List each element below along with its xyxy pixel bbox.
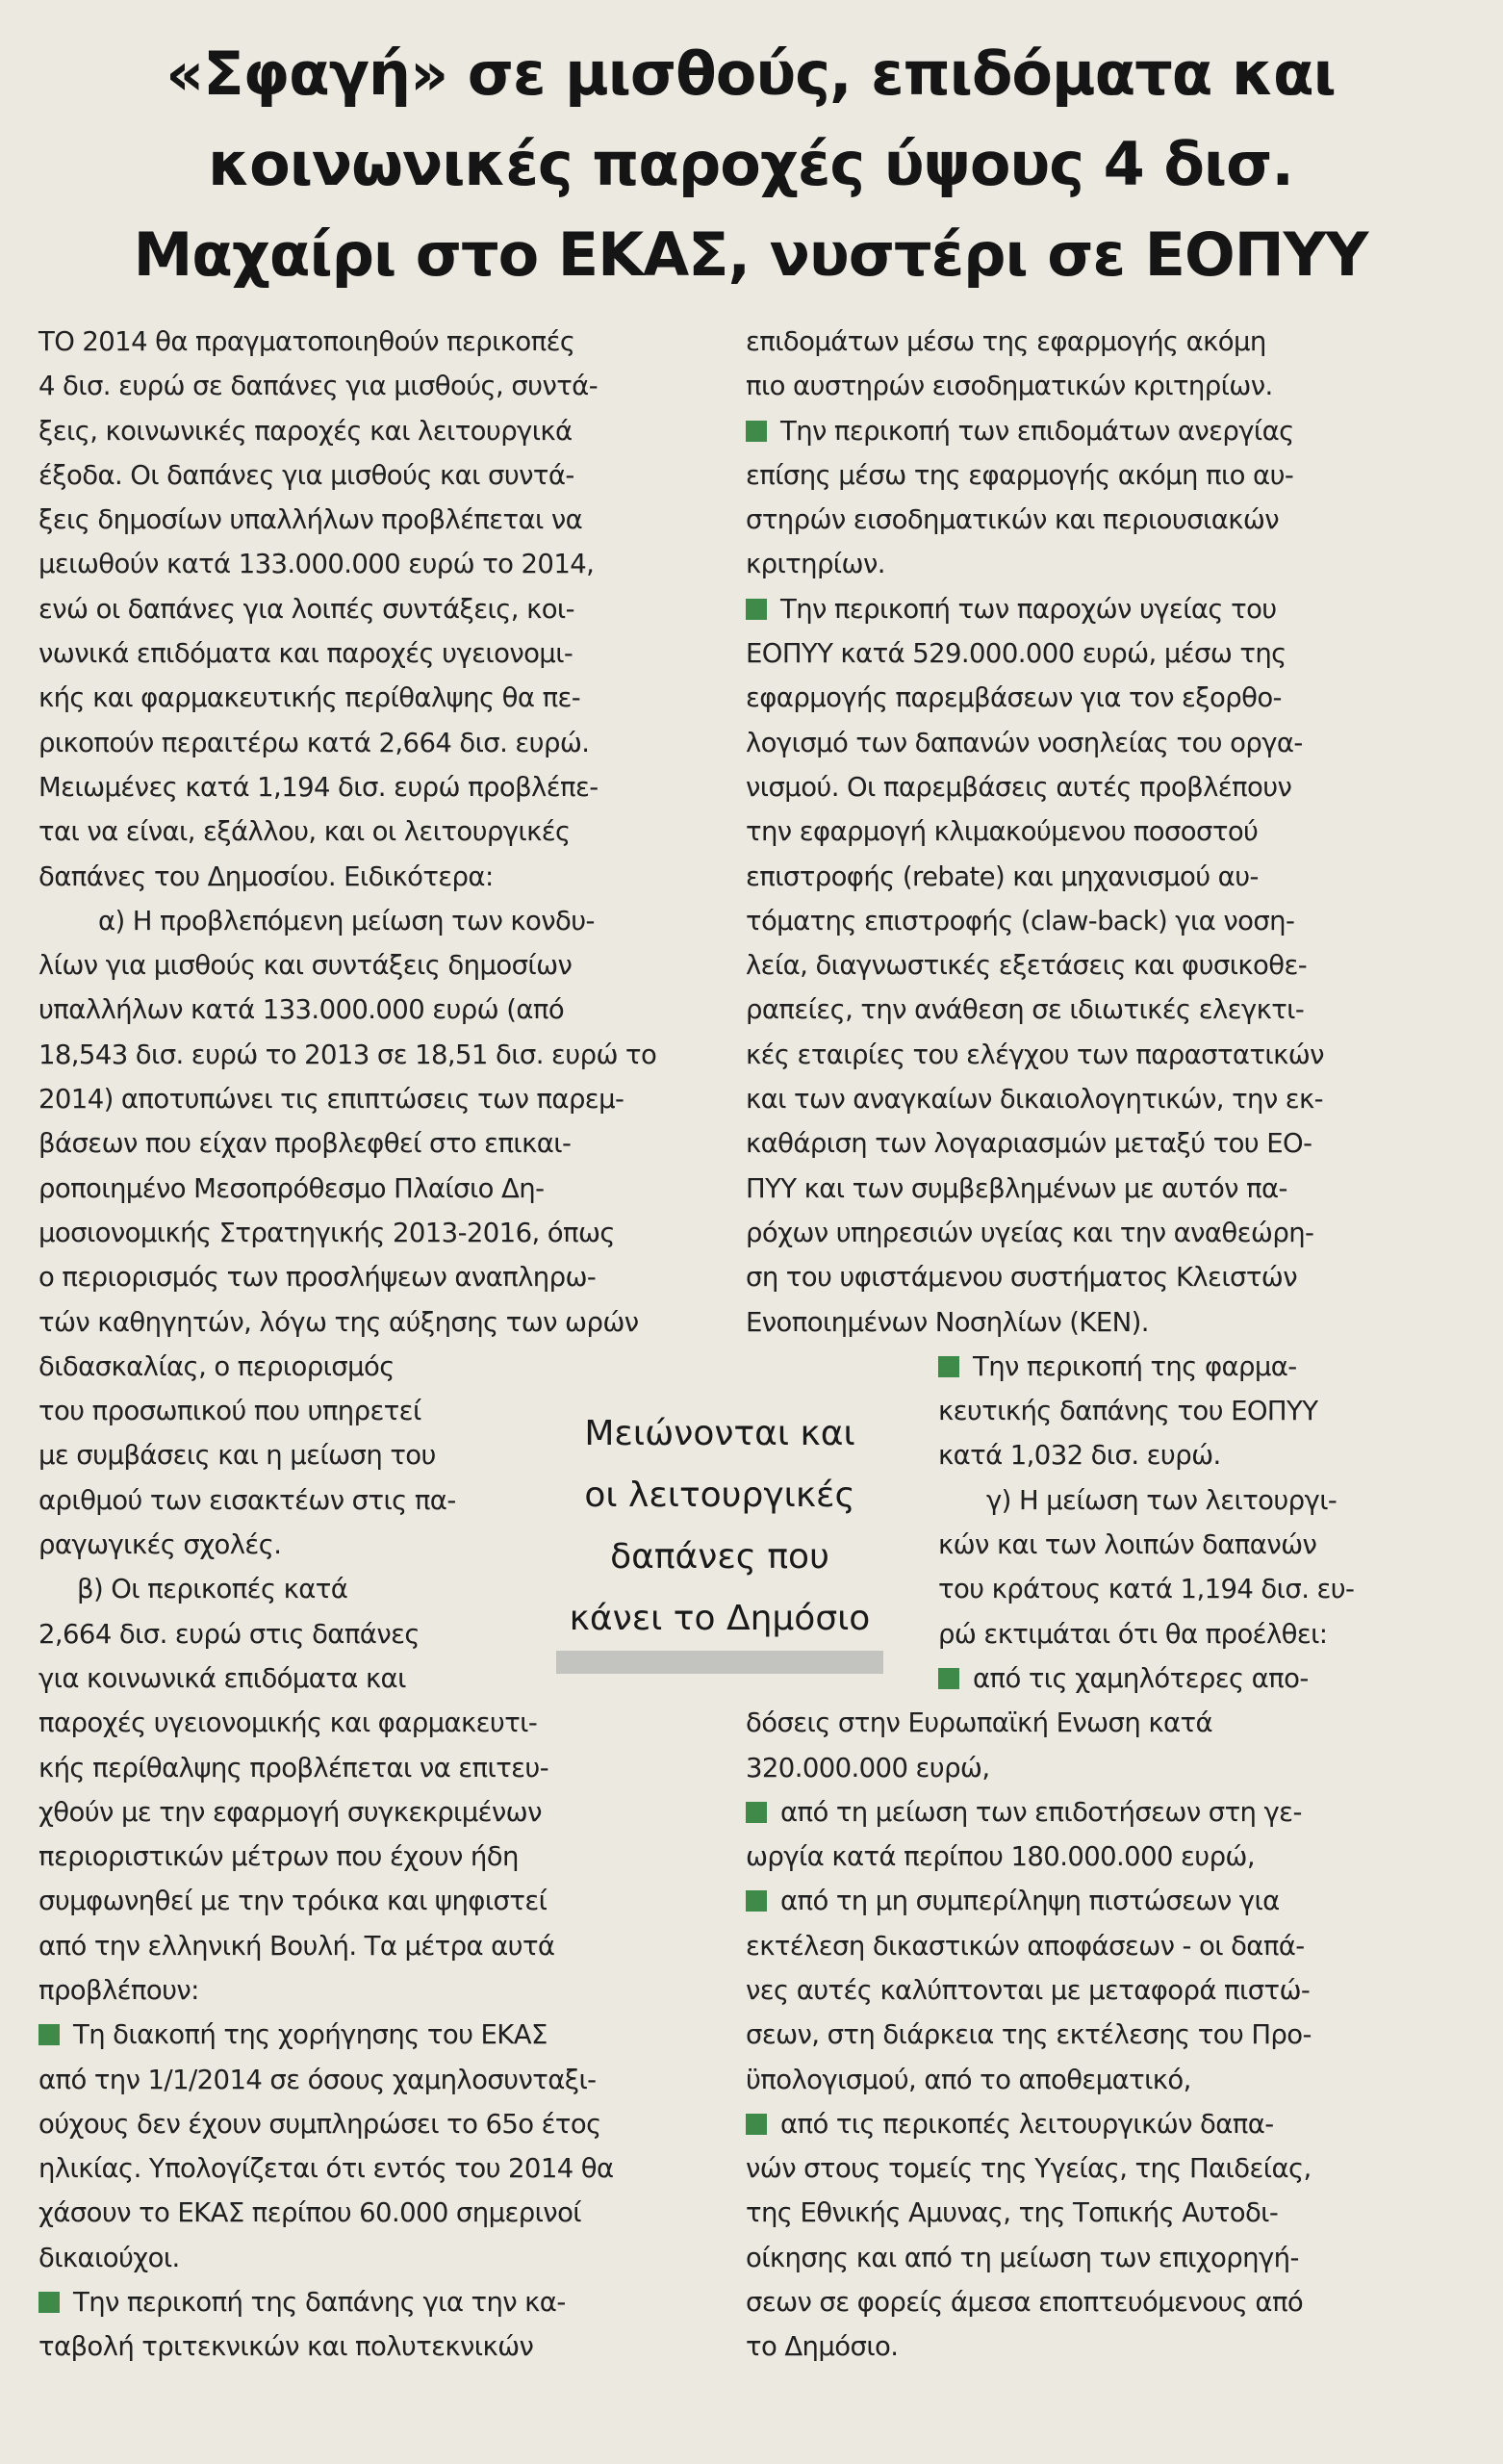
text-line: σεων, στη διάρκεια της εκτέλεσης του Προ-: [746, 2019, 1312, 2051]
text-line: εφαρμογής παρεμβάσεων για τον εξορθο-: [746, 682, 1282, 714]
bullet-item: Την περικοπή των παροχών υγείας του: [746, 587, 1419, 631]
text-line: με συμβάσεις και η μείωση του: [38, 1440, 436, 1472]
text-line: νών στους τομείς της Υγείας, της Παιδείας,: [746, 2153, 1312, 2185]
text-line: ξεις δημοσίων υπαλλήλων προβλέπεται να: [38, 504, 583, 536]
square-bullet-icon: [38, 2024, 60, 2045]
text-line: 2,664 δισ. ευρώ στις δαπάνες: [38, 1618, 420, 1650]
text-line: οίκησης και από τη μείωση των επιχορηγή-: [746, 2242, 1299, 2273]
square-bullet-icon: [746, 1802, 767, 1823]
text-line: της Εθνικής Αμυνας, της Τοπικής Αυτοδι-: [746, 2197, 1279, 2229]
text-line: 2014) αποτυπώνει τις επιπτώσεις των παρεμ-: [38, 1084, 624, 1116]
article-column-right: [746, 320, 1419, 2370]
text-line: κής περίθαλψης προβλέπεται να επιτευ-: [38, 1752, 549, 1784]
bullet-item: Την περικοπή των επιδομάτων ανεργίας: [746, 409, 1419, 453]
text-line: τών καθηγητών, λόγω της αύξησης των ωρών: [38, 1306, 639, 1338]
text-line: ΠΥΥ και των συμβεβλημένων με αυτόν πα-: [746, 1172, 1287, 1204]
square-bullet-icon: [746, 599, 767, 620]
text-line: διδασκαλίας, ο περιορισμός: [38, 1350, 395, 1382]
square-bullet-icon: [938, 1356, 959, 1377]
text-line: 18,543 δισ. ευρώ το 2013 σε 18,51 δισ. ευρώ το: [38, 1039, 657, 1070]
text-line: κές εταιρίες του ελέγχου των παραστατικών: [746, 1039, 1324, 1070]
text-line: εκτέλεση δικαστικών αποφάσεων - οι δαπά-: [746, 1930, 1305, 1962]
pull-quote-line: Μειώνονται και: [584, 1414, 855, 1453]
text-line: ση του υφιστάμενου συστήματος Κλειστών: [746, 1262, 1298, 1294]
text-line: β) Οι περικοπές κατά: [77, 1574, 348, 1605]
text-line: ϋπολογισμού, από το αποθεματικό,: [746, 2064, 1191, 2095]
text-line: δαπάνες του Δημοσίου. Ειδικότερα:: [38, 860, 494, 892]
text-line: παροχές υγειονομικής και φαρμακευτι-: [38, 1707, 538, 1739]
text-line: επιδομάτων μέσω της εφαρμογής ακόμη: [746, 326, 1266, 357]
bullet-item: από τις χαμηλότερες απο-: [746, 1656, 1419, 1701]
text-line: κριτηρίων.: [746, 549, 885, 580]
text-line: προβλέπουν:: [38, 1974, 199, 2006]
text-line: μοσιονομικής Στρατηγικής 2013-2016, όπως: [38, 1217, 615, 1248]
text-line: δόσεις στην Ευρωπαϊκή Ενωση κατά: [746, 1707, 1212, 1739]
text-line: δικαιούχοι.: [38, 2242, 180, 2273]
text-line: συμφωνηθεί με την τρόικα και ψηφιστεί: [38, 1886, 548, 1917]
square-bullet-icon: [746, 1890, 767, 1912]
bullet-item: από τις περικοπές λειτουργικών δαπα-: [746, 2102, 1419, 2146]
text-line: για κοινωνικά επιδόματα και: [38, 1662, 406, 1694]
text-line: λίων για μισθούς και συντάξεις δημοσίων: [38, 950, 573, 982]
bullet-item: από τη μη συμπερίληψη πιστώσεων για: [746, 1879, 1419, 1923]
text-line: του κράτους κατά 1,194 δισ. ευ-: [938, 1574, 1355, 1605]
headline-line: «Σφαγή» σε μισθούς, επιδόματα και: [166, 38, 1336, 109]
square-bullet-icon: [38, 2292, 60, 2313]
text-line: ρώ εκτιμάται ότι θα προέλθει:: [938, 1618, 1328, 1650]
text-line: νωνικά επιδόματα και παροχές υγειονομι-: [38, 638, 573, 670]
text-line: από την 1/1/2014 σε όσους χαμηλοσυνταξι-: [38, 2064, 597, 2095]
text-line: χθούν με την εφαρμογή συγκεκριμένων: [38, 1796, 542, 1828]
text-line: κών και των λοιπών δαπανών: [938, 1529, 1317, 1561]
text-line: κευτικής δαπάνης του ΕΟΠΥΥ: [938, 1396, 1318, 1427]
text-line: ται να είναι, εξάλλου, και οι λειτουργικές: [38, 816, 571, 848]
text-line: ενώ οι δαπάνες για λοιπές συντάξεις, κοι-: [38, 593, 574, 625]
text-line: χάσουν το ΕΚΑΣ περίπου 60.000 σημερινοί: [38, 2197, 581, 2229]
text-line: ραγωγικές σχολές.: [38, 1529, 282, 1561]
article-column-left: [38, 320, 712, 2370]
text-line: υπαλλήλων κατά 133.000.000 ευρώ (από: [38, 994, 565, 1026]
text-line: λογισμό των δαπανών νοσηλείας του οργα-: [746, 727, 1303, 758]
bullet-item: Τη διακοπή της χορήγησης του ΕΚΑΣ: [38, 2013, 712, 2057]
text-line: ΕΟΠΥΥ κατά 529.000.000 ευρώ, μέσω της: [746, 638, 1286, 670]
text-line: ρόχων υπηρεσιών υγείας και την αναθεώρη-: [746, 1217, 1314, 1248]
text-line: κατά 1,032 δισ. ευρώ.: [938, 1440, 1221, 1472]
square-bullet-icon: [746, 2114, 767, 2135]
text-line: και των αναγκαίων δικαιολογητικών, την εκ-: [746, 1084, 1323, 1116]
headline-line: Μαχαίρι στο ΕΚΑΣ, νυστέρι σε ΕΟΠΥΥ: [133, 219, 1368, 290]
text-line: σεων σε φορείς άμεσα εποπτευόμενους από: [746, 2287, 1304, 2319]
text-line: ταβολή τριτεκνικών και πολυτεκνικών: [38, 2331, 534, 2363]
text-line: το Δημόσιο.: [746, 2331, 899, 2363]
bullet-item: Την περικοπή της δαπάνης για την κα-: [38, 2280, 712, 2324]
pull-quote-line: κάνει το Δημόσιο: [569, 1599, 871, 1638]
text-line: ούχους δεν έχουν συμπληρώσει το 65ο έτος: [38, 2108, 601, 2140]
text-line: ξεις, κοινωνικές παροχές και λειτουργικά: [38, 415, 573, 447]
text-line: αριθμού των εισακτέων στις πα-: [38, 1484, 456, 1516]
text-line: ΤΟ 2014 θα πραγματοποιηθούν περικοπές: [38, 326, 575, 357]
text-line: πιο αυστηρών εισοδηματικών κριτηρίων.: [746, 371, 1273, 402]
text-line: μειωθούν κατά 133.000.000 ευρώ το 2014,: [38, 549, 595, 580]
bullet-item: από τη μείωση των επιδοτήσεων στη γε-: [746, 1790, 1419, 1835]
text-line: Ενοποιημένων Νοσηλίων (ΚΕΝ).: [746, 1306, 1149, 1338]
pull-quote-line: οι λειτουργικές: [584, 1476, 855, 1515]
text-line: ο περιορισμός των προσλήψεων αναπληρω-: [38, 1262, 597, 1294]
text-line: ωργία κατά περίπου 180.000.000 ευρώ,: [746, 1841, 1256, 1873]
text-line: νισμού. Οι παρεμβάσεις αυτές προβλέπουν: [746, 771, 1292, 803]
square-bullet-icon: [938, 1668, 959, 1689]
text-line: νες αυτές καλύπτονται με μεταφορά πιστώ-: [746, 1974, 1311, 2006]
text-line: κής και φαρμακευτικής περίθαλψης θα πε-: [38, 682, 581, 714]
text-line: βάσεων που είχαν προβλεφθεί στο επικαι-: [38, 1128, 572, 1160]
text-line: γ) Η μείωση των λειτουργι-: [986, 1484, 1337, 1516]
bullet-item: Την περικοπή της φαρμα-: [746, 1345, 1419, 1389]
square-bullet-icon: [746, 421, 767, 442]
text-line: λεία, διαγνωστικές εξετάσεις και φυσικοθε-: [746, 950, 1308, 982]
text-line: τόματης επιστροφής (claw-back) για νοση-: [746, 905, 1295, 937]
text-line: στηρών εισοδηματικών και περιουσιακών: [746, 504, 1280, 536]
text-line: έξοδα. Οι δαπάνες για μισθούς και συντά-: [38, 459, 574, 491]
article-headline: [58, 29, 1443, 300]
text-line: 320.000.000 ευρώ,: [746, 1752, 990, 1784]
text-line: καθάριση των λογαριασμών μεταξύ του ΕΟ-: [746, 1128, 1312, 1160]
text-line: α) Η προβλεπόμενη μείωση των κονδυ-: [98, 905, 595, 937]
text-line: ηλικίας. Υπολογίζεται ότι εντός του 2014 θα: [38, 2153, 614, 2185]
text-line: ραπείες, την ανάθεση σε ιδιωτικές ελεγκτι-: [746, 994, 1305, 1026]
headline-line: κοινωνικές παροχές ύψους 4 δισ.: [208, 129, 1293, 199]
text-line: του προσωπικού που υπηρετεί: [38, 1396, 421, 1427]
text-line: περιοριστικών μέτρων που έχουν ήδη: [38, 1841, 519, 1873]
text-line: ρικοπούν περαιτέρω κατά 2,664 δισ. ευρώ.: [38, 727, 590, 758]
text-line: επίσης μέσω της εφαρμογής ακόμη πιο αυ-: [746, 459, 1294, 491]
text-line: από την ελληνική Βουλή. Τα μέτρα αυτά: [38, 1930, 555, 1962]
text-line: την εφαρμογή κλιμακούμενου ποσοστού: [746, 816, 1259, 848]
text-line: 4 δισ. ευρώ σε δαπάνες για μισθούς, συντά-: [38, 371, 599, 402]
text-line: ροποιημένο Μεσοπρόθεσμο Πλαίσιο Δη-: [38, 1172, 545, 1204]
text-line: επιστροφής (rebate) και μηχανισμού αυ-: [746, 860, 1259, 892]
text-line: Μειωμένες κατά 1,194 δισ. ευρώ προβλέπε-: [38, 771, 599, 803]
pull-quote-line: δαπάνες που: [610, 1537, 829, 1577]
